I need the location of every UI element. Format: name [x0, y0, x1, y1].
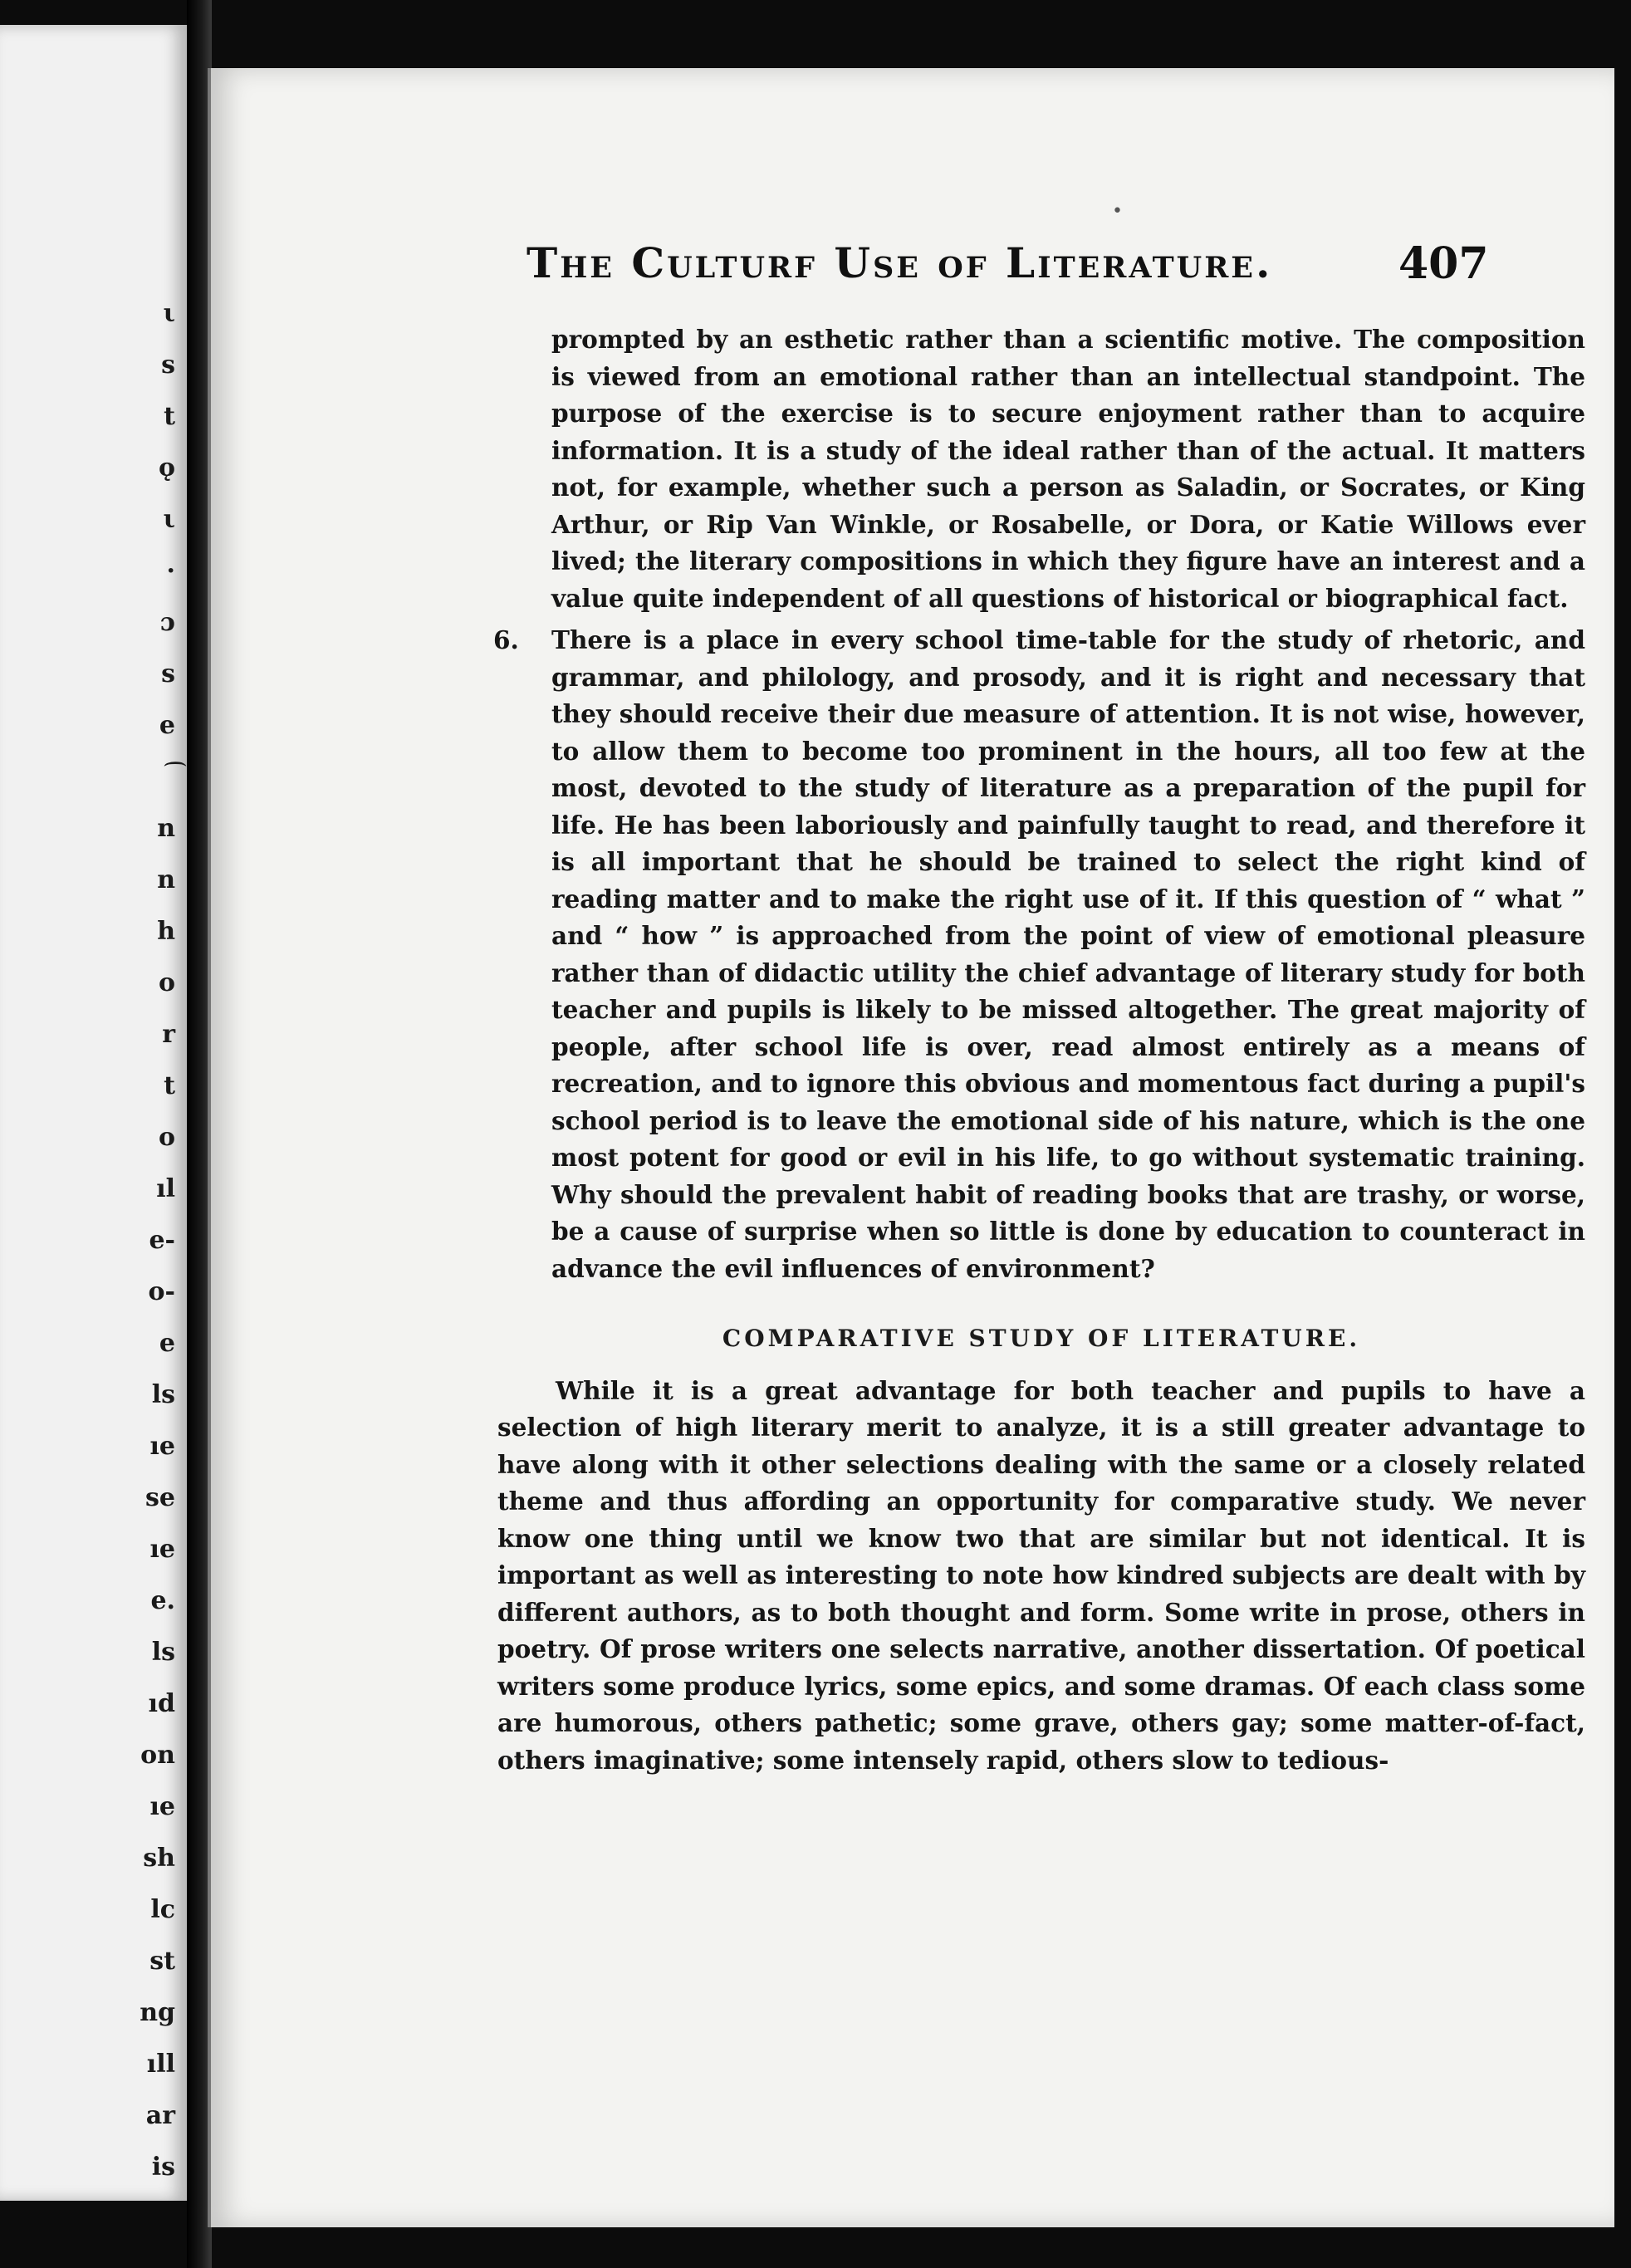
facing-page-fragment: ls [151, 1380, 175, 1409]
facing-page-fragment: on [140, 1741, 175, 1770]
facing-page-fragment: o [158, 968, 175, 997]
running-head: The Culturf Use of Literature. [527, 238, 1273, 287]
facing-page-fragment: ng [140, 1998, 175, 2027]
facing-page-fragment: ls [151, 1638, 175, 1667]
facing-page-fragment: o- [148, 1277, 175, 1306]
facing-page-fragment: ar [145, 2101, 175, 2130]
facing-page-fragment: ıe [149, 1432, 175, 1461]
facing-page [0, 25, 192, 2201]
facing-page-fragment: ıl [156, 1174, 175, 1203]
facing-page-fragment: ι [163, 299, 175, 328]
paragraph-continued: prompted by an esthetic rather than a scientific motive. The composition is viewed from an emotional rather than an intellectual standpoint. The purpose of the exercise is to secure enjoyment rather than to acquire information. It is a study of the ideal rather than of the actual. It matters not, for example, whether such a person as Saladin, or Socrates, or King Arthur, or Rip Van Winkle, or Rosabelle, or Dora, or Katie Willows ever lived; the literary compositions in which they figure have an interest and a value quite independent of all questions of historical or biographical fact. [551, 325, 1585, 613]
facing-page-fragment: ɔ [159, 608, 175, 637]
paragraph-6 [493, 622, 1585, 1287]
paragraph-6-text: There is a place in every school time-table for the study of rhetoric, and grammar, and philology, and prosody, and it is right and necessary that they should receive their due measure of attention. It is not wise, however, to allow them to become too prominent in the hours, all too few at the most, devoted to the study of literature as a preparation of the pupil for life. He has been laboriously and painfully taught to read, and therefore it is all important that he should be trained to select the right kind of reading matter and to make the right use of it. If this question of “ what ” and “ how ” is approached from the point of view of emotional pleasure rather than of didactic utility the chief advantage of literary study for both teacher and pupils is likely to be missed altogether. The great majority of people, after school life is over, read almost entirely as a means of recreation, and to ignore this obvious and momentous fact during a pupil's school period is to leave the emotional side of his nature, which is the one most potent for good or evil in his life, to go without systematic training. Why should the prevalent habit of reading books that are trashy, or worse, be a cause of surprise when so little is done by education to counteract in advance the evil influences of environment? [551, 625, 1585, 1283]
paragraph-number: 6. [493, 625, 519, 654]
facing-page-fragment: ǫ [158, 453, 175, 483]
facing-page-fragment: ι [163, 505, 175, 534]
facing-page-fragment: lc [150, 1895, 175, 1924]
facing-page-fragment: ıll [146, 2050, 175, 2079]
facing-page-fragment: h [157, 917, 175, 946]
facing-page-fragment: e- [149, 1226, 175, 1255]
facing-page-fragment: n [157, 865, 175, 894]
facing-page-fragment: s [161, 659, 175, 688]
facing-page-fragment: n [157, 814, 175, 843]
facing-page-fragment: ıe [149, 1792, 175, 1821]
facing-page-fragment: se [145, 1483, 175, 1512]
facing-page-fragment: t [164, 1071, 175, 1100]
facing-page-fragment: is [151, 2153, 175, 2182]
book-page [208, 68, 1614, 2227]
section-paragraph: While it is a great advantage for both teacher and pupils to have a selection of high literary merit to analyze, it is a still greater advantage to have along with it other selections dealing with the same or a closely related theme and thus affording an opportunity for comparative study. We never know one thing until we know two that are similar but not identical. It is important as well as interesting to note how kindred subjects are dealt with by different authors, as to both thought and form. Some write in prose, others in poetry. Of prose writers one selects narrative, another dissertation. Of poetical writers some produce lyrics, some epics, and some dramas. Of each class some are humorous, others pathetic; some grave, others gay; some matter-of-fact, others imaginative; some intensely rapid, others slow to tedious- [497, 1375, 1585, 1775]
section-heading: COMPARATIVE STUDY OF LITERATURE. [722, 1325, 1361, 1352]
facing-page-fragment: st [149, 1947, 175, 1976]
facing-page-fragment: o [158, 1123, 175, 1152]
facing-page-fragment: sh [143, 1844, 175, 1873]
facing-page-fragment: ıd [148, 1689, 175, 1718]
facing-page-fragment: e [159, 711, 175, 740]
page-number: 407 [1398, 238, 1489, 289]
facing-page-fragment: r [162, 1020, 175, 1049]
facing-page-fragment: e [159, 1329, 175, 1358]
facing-page-fragment: ıe [149, 1535, 175, 1564]
page-speck: • [1112, 201, 1123, 222]
page-body [493, 321, 1585, 1779]
facing-page-fragment: · [166, 556, 175, 585]
facing-page-fragment: s [161, 350, 175, 380]
facing-page-fragment: t [164, 402, 175, 431]
facing-page-fragment: e. [150, 1586, 175, 1615]
